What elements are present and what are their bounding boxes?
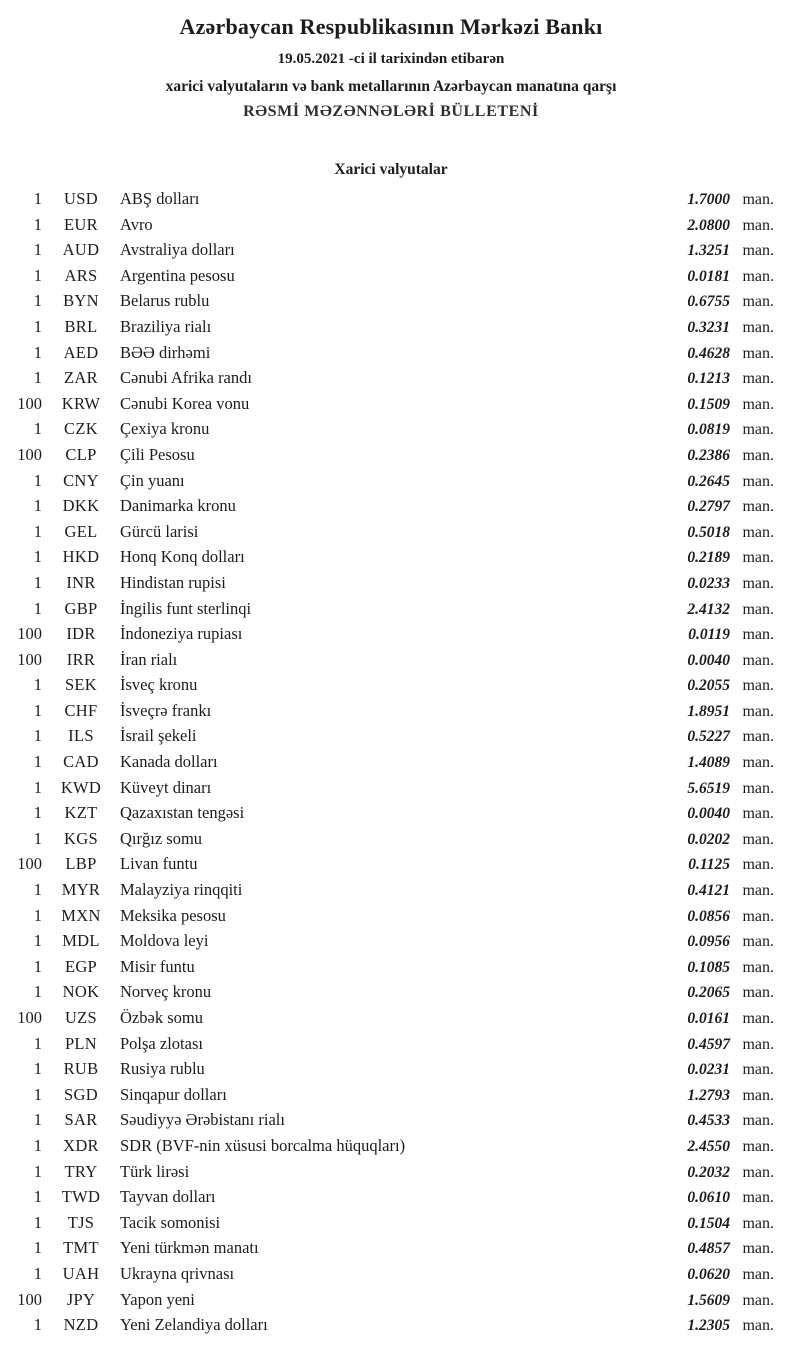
unit-label: man. <box>742 421 774 439</box>
quantity-cell: 100 <box>17 649 42 669</box>
unit-label: man. <box>742 574 774 592</box>
table-row <box>8 800 774 826</box>
table-row <box>8 1107 774 1133</box>
rate-value: 0.3231 <box>687 318 730 336</box>
table-row <box>8 1210 774 1236</box>
quantity-cell: 1 <box>33 1187 42 1207</box>
currency-code: RUB <box>63 1059 99 1079</box>
table-row <box>8 570 774 596</box>
currency-code: CLP <box>65 444 97 464</box>
currency-code: INR <box>66 572 96 592</box>
unit-label: man. <box>742 830 774 848</box>
rate-value: 1.8951 <box>687 702 730 720</box>
unit-label: man. <box>742 344 774 362</box>
table-row <box>8 1184 774 1210</box>
currency-name: İran rialı <box>120 649 178 669</box>
currency-name: İsveçrə frankı <box>120 700 212 720</box>
table-row <box>8 647 774 673</box>
quantity-cell: 1 <box>33 368 42 388</box>
currency-name: Yeni Zelandiya dolları <box>120 1315 268 1335</box>
table-row <box>8 903 774 929</box>
quantity-cell: 1 <box>33 291 42 311</box>
currency-name: SDR (BVF-nin xüsusi borcalma hüquqları) <box>120 1135 406 1155</box>
unit-label: man. <box>742 651 774 669</box>
currency-name: Özbək somu <box>120 1008 203 1027</box>
currency-code: AED <box>63 342 99 362</box>
currency-code: NZD <box>63 1315 99 1335</box>
rate-value: 0.4857 <box>687 1240 730 1258</box>
currency-code: NOK <box>62 982 100 1002</box>
table-row <box>8 621 774 647</box>
currency-name: Qırğız somu <box>120 828 203 848</box>
currency-name: Kanada dolları <box>120 752 218 772</box>
rate-value: 1.7000 <box>687 191 730 208</box>
rate-value: 0.0040 <box>687 651 730 669</box>
unit-label: man. <box>742 1112 774 1130</box>
unit-label: man. <box>742 702 774 720</box>
unit-label: man. <box>742 677 774 695</box>
unit-label: man. <box>742 1035 774 1053</box>
table-row <box>8 596 774 622</box>
currency-code: CHF <box>64 700 98 720</box>
unit-label: man. <box>742 1291 774 1309</box>
unit-label: man. <box>742 395 774 413</box>
rate-value: 0.0119 <box>688 626 730 644</box>
unit-label: man. <box>742 728 774 746</box>
currency-name: İndoneziya rupiası <box>120 624 243 644</box>
table-row <box>8 1312 774 1338</box>
unit-label: man. <box>742 370 774 388</box>
rate-value: 2.4550 <box>687 1137 730 1155</box>
rate-value: 0.0231 <box>687 1061 730 1079</box>
currency-code: SGD <box>64 1084 98 1104</box>
rate-value: 0.2645 <box>687 472 730 490</box>
currency-code: KGS <box>64 828 98 848</box>
table-row <box>8 954 774 980</box>
quantity-cell: 1 <box>33 675 42 695</box>
currency-code: ARS <box>64 265 98 285</box>
quantity-cell: 1 <box>33 1161 42 1181</box>
currency-name: Livan funtu <box>120 854 198 874</box>
unit-label: man. <box>742 242 774 260</box>
table-row <box>8 851 774 877</box>
unit-label: man. <box>742 523 774 541</box>
currency-code: MYR <box>61 880 101 900</box>
table-row <box>8 416 774 442</box>
unit-label: man. <box>742 907 774 925</box>
currency-code: TMT <box>63 1238 99 1258</box>
currency-code: AUD <box>62 240 100 260</box>
currency-code: SAR <box>64 1110 98 1130</box>
quantity-cell: 1 <box>33 572 42 592</box>
unit-label: man. <box>742 626 774 644</box>
currency-name: Yapon yeni <box>120 1289 195 1309</box>
quantity-cell: 1 <box>33 316 42 336</box>
rate-value: 0.5227 <box>687 728 730 746</box>
table-row <box>8 723 774 749</box>
rate-value: 2.4132 <box>687 600 730 618</box>
currency-code: IRR <box>66 649 96 669</box>
rate-value: 0.5018 <box>687 523 730 541</box>
table-row <box>8 1005 774 1031</box>
currency-code: HKD <box>62 547 100 567</box>
quantity-cell: 1 <box>33 880 42 900</box>
table-row <box>8 1235 774 1261</box>
quantity-cell: 1 <box>33 598 42 618</box>
effective-date-line: 19.05.2021 -ci il tarixindən etibarən <box>277 51 505 67</box>
unit-label: man. <box>742 958 774 976</box>
table-row <box>8 544 774 570</box>
currency-code: LBP <box>65 854 97 874</box>
unit-label: man. <box>742 1061 774 1079</box>
unit-label: man. <box>742 856 774 874</box>
quantity-cell: 1 <box>33 521 42 541</box>
rate-value: 1.5609 <box>687 1291 730 1309</box>
unit-label: man. <box>742 984 774 1002</box>
currency-code: KRW <box>61 393 101 413</box>
currency-name: BƏƏ dirhəmi <box>120 342 211 362</box>
table-row <box>8 698 774 724</box>
currency-name: Malayziya rinqqiti <box>120 880 243 900</box>
currency-code: KZT <box>64 803 98 823</box>
rate-value: 0.0856 <box>687 907 730 925</box>
rate-value: 0.1504 <box>687 1214 730 1232</box>
quantity-cell: 1 <box>33 956 42 976</box>
bulletin-title: RƏSMİ MƏZƏNNƏLƏRİ BÜLLETENİ <box>243 103 539 120</box>
currency-name: Misir funtu <box>120 956 195 976</box>
currency-name: Rusiya rublu <box>120 1059 205 1079</box>
table-row <box>8 365 774 391</box>
rate-value: 0.0040 <box>687 805 730 823</box>
currency-name: ABŞ dolları <box>120 189 200 208</box>
rate-value: 0.2797 <box>687 498 730 516</box>
quantity-cell: 100 <box>17 1289 42 1309</box>
currency-code: TJS <box>67 1212 95 1232</box>
quantity-cell: 1 <box>33 1263 42 1283</box>
table-row <box>8 826 774 852</box>
quantity-cell: 1 <box>33 752 42 772</box>
rate-value: 2.0800 <box>687 216 730 234</box>
currency-name: Gürcü larisi <box>120 521 199 541</box>
quantity-cell: 1 <box>33 1059 42 1079</box>
table-row <box>8 468 774 494</box>
unit-label: man. <box>742 1265 774 1283</box>
rate-value: 1.2305 <box>687 1317 730 1335</box>
quantity-cell: 1 <box>33 547 42 567</box>
quantity-cell: 1 <box>33 726 42 746</box>
table-row <box>8 672 774 698</box>
currency-name: Çili Pesosu <box>120 444 195 464</box>
quantity-cell: 100 <box>17 624 42 644</box>
unit-label: man. <box>742 1137 774 1155</box>
rate-value: 0.2032 <box>687 1163 730 1181</box>
quantity-cell: 1 <box>33 470 42 490</box>
quantity-cell: 100 <box>17 444 42 464</box>
currency-name: Çin yuanı <box>120 470 185 490</box>
unit-label: man. <box>742 216 774 234</box>
quantity-cell: 1 <box>33 419 42 439</box>
quantity-cell: 1 <box>33 1110 42 1130</box>
quantity-cell: 100 <box>17 393 42 413</box>
currency-code: CNY <box>63 470 99 490</box>
currency-code: CAD <box>63 752 99 772</box>
currency-code: ILS <box>68 726 94 746</box>
unit-label: man. <box>742 191 774 208</box>
currency-code: GEL <box>64 521 98 541</box>
currency-name: Cənubi Afrika randı <box>120 368 252 388</box>
currency-name: İngilis funt sterlinqi <box>120 598 252 618</box>
currency-code: XDR <box>63 1135 99 1155</box>
quantity-cell: 1 <box>33 265 42 285</box>
currency-name: Belarus rublu <box>120 291 210 311</box>
table-row <box>8 314 774 340</box>
currency-code: ZAR <box>64 368 98 388</box>
unit-label: man. <box>742 1214 774 1232</box>
rate-value: 0.0956 <box>687 933 730 951</box>
table-row <box>8 212 774 238</box>
table-row <box>8 1056 774 1082</box>
currency-name: Tacik somonisi <box>120 1212 221 1232</box>
table-row <box>8 1031 774 1057</box>
currency-name: Braziliya rialı <box>120 316 212 336</box>
currency-name: Küveyt dinarı <box>120 777 212 797</box>
quantity-cell: 1 <box>33 214 42 234</box>
rate-value: 0.0181 <box>687 267 730 285</box>
unit-label: man. <box>742 549 774 567</box>
rate-value: 0.1509 <box>687 395 730 413</box>
rate-value: 0.6755 <box>687 293 730 311</box>
table-row <box>8 288 774 314</box>
rate-value: 0.4628 <box>687 344 730 362</box>
table-row <box>8 1261 774 1287</box>
currency-name: Cənubi Korea vonu <box>120 393 250 413</box>
table-row <box>8 749 774 775</box>
currency-code: TRY <box>64 1161 98 1181</box>
rate-value: 0.4533 <box>687 1112 730 1130</box>
currency-code: EGP <box>64 956 98 976</box>
currency-name: Avro <box>120 214 153 234</box>
unit-label: man. <box>742 933 774 951</box>
rate-value: 1.2793 <box>687 1086 730 1104</box>
currency-code: PLN <box>64 1033 98 1053</box>
unit-label: man. <box>742 805 774 823</box>
currency-code: UZS <box>64 1008 98 1027</box>
currency-code: USD <box>64 189 98 208</box>
section-heading: Xarici valyutalar <box>334 161 448 178</box>
quantity-cell: 1 <box>33 700 42 720</box>
quantity-cell: 1 <box>33 1315 42 1335</box>
quantity-cell: 1 <box>33 189 42 208</box>
currency-name: İsrail şekeli <box>120 726 197 746</box>
currency-code: KWD <box>60 777 102 797</box>
rate-value: 0.0819 <box>687 421 730 439</box>
unit-label: man. <box>742 1010 774 1027</box>
currency-name: Danimarka kronu <box>120 496 236 516</box>
unit-label: man. <box>742 1086 774 1104</box>
bank-title: Azərbaycan Respublikasının Mərkəzi Bankı <box>179 14 603 39</box>
rate-value: 0.0233 <box>687 574 730 592</box>
currency-code: JPY <box>66 1289 96 1309</box>
unit-label: man. <box>742 1163 774 1181</box>
quantity-cell: 100 <box>17 854 42 874</box>
rate-value: 0.1213 <box>687 370 730 388</box>
rate-value: 0.2065 <box>687 984 730 1002</box>
rate-value: 0.0161 <box>687 1010 730 1027</box>
rate-value: 0.4597 <box>687 1035 730 1053</box>
unit-label: man. <box>742 318 774 336</box>
currency-name: Moldova leyi <box>120 931 209 951</box>
table-row <box>8 493 774 519</box>
table-row <box>8 442 774 468</box>
table-row <box>8 519 774 545</box>
unit-label: man. <box>742 293 774 311</box>
currency-code: CZK <box>64 419 98 439</box>
quantity-cell: 1 <box>33 342 42 362</box>
unit-label: man. <box>742 472 774 490</box>
quantity-cell: 1 <box>33 905 42 925</box>
currency-name: Yeni türkmən manatı <box>120 1238 259 1258</box>
currency-code: BRL <box>64 316 98 336</box>
currency-name: Honq Konq dolları <box>120 547 245 567</box>
currency-code: MDL <box>62 931 100 951</box>
table-row <box>8 1287 774 1313</box>
currency-code: EUR <box>64 214 98 234</box>
rate-value: 0.1085 <box>687 958 730 976</box>
table-row <box>8 928 774 954</box>
currency-name: İsveç kronu <box>120 675 198 695</box>
quantity-cell: 100 <box>17 1008 42 1027</box>
quantity-cell: 1 <box>33 1212 42 1232</box>
unit-label: man. <box>742 498 774 516</box>
rate-value: 1.3251 <box>687 242 730 260</box>
currency-name: Hindistan rupisi <box>120 572 226 592</box>
unit-label: man. <box>742 1189 774 1207</box>
unit-label: man. <box>742 779 774 797</box>
currency-code: BYN <box>63 291 99 311</box>
currency-name: Çexiya kronu <box>120 419 210 439</box>
quantity-cell: 1 <box>33 496 42 516</box>
unit-label: man. <box>742 267 774 285</box>
rate-value: 0.2386 <box>687 446 730 464</box>
currency-name: Argentina pesosu <box>120 265 235 285</box>
rate-value: 0.4121 <box>687 882 730 900</box>
quantity-cell: 1 <box>33 931 42 951</box>
rate-value: 0.2055 <box>687 677 730 695</box>
table-row <box>8 186 774 212</box>
rate-value: 1.4089 <box>687 754 730 772</box>
currency-name: Sinqapur dolları <box>120 1084 227 1104</box>
quantity-cell: 1 <box>33 1033 42 1053</box>
bulletin-header <box>8 14 774 121</box>
quantity-cell: 1 <box>33 777 42 797</box>
table-row <box>8 340 774 366</box>
currency-code: IDR <box>66 624 96 644</box>
rate-value: 0.0610 <box>687 1189 730 1207</box>
table-row <box>8 775 774 801</box>
table-row <box>8 237 774 263</box>
currency-code: TWD <box>61 1187 101 1207</box>
table-row <box>8 391 774 417</box>
currency-name: Norveç kronu <box>120 982 212 1002</box>
quantity-cell: 1 <box>33 828 42 848</box>
currency-name: Avstraliya dolları <box>120 240 235 260</box>
table-row <box>8 263 774 289</box>
table-row <box>8 1159 774 1185</box>
unit-label: man. <box>742 446 774 464</box>
subtitle-line: xarici valyutaların və bank metallarının Azərbaycan manatına qarşı <box>165 78 617 95</box>
currency-name: Türk lirəsi <box>120 1161 190 1181</box>
unit-label: man. <box>742 600 774 618</box>
rate-value: 5.6519 <box>687 779 730 797</box>
quantity-cell: 1 <box>33 1135 42 1155</box>
unit-label: man. <box>742 1317 774 1335</box>
table-row <box>8 1133 774 1159</box>
rate-value: 0.0620 <box>687 1265 730 1283</box>
unit-label: man. <box>742 882 774 900</box>
currency-name: Meksika pesosu <box>120 905 226 925</box>
quantity-cell: 1 <box>33 982 42 1002</box>
table-row <box>8 1082 774 1108</box>
currency-code: DKK <box>62 496 100 516</box>
table-row <box>8 979 774 1005</box>
rate-value: 0.1125 <box>688 856 730 874</box>
rates-table <box>8 186 774 1338</box>
currency-code: SEK <box>64 675 98 695</box>
quantity-cell: 1 <box>33 1238 42 1258</box>
currency-name: Qazaxıstan tengəsi <box>120 803 245 823</box>
quantity-cell: 1 <box>33 803 42 823</box>
unit-label: man. <box>742 754 774 772</box>
unit-label: man. <box>742 1240 774 1258</box>
currency-code: UAH <box>62 1263 100 1283</box>
currency-code: MXN <box>61 905 101 925</box>
currency-code: GBP <box>64 598 98 618</box>
quantity-cell: 1 <box>33 240 42 260</box>
rate-value: 0.0202 <box>687 830 730 848</box>
currency-name: Polşa zlotası <box>120 1033 203 1053</box>
currency-name: Tayvan dolları <box>120 1187 216 1207</box>
rate-value: 0.2189 <box>687 549 730 567</box>
table-row <box>8 877 774 903</box>
currency-name: Ukrayna qrivnası <box>120 1263 235 1283</box>
currency-name: Səudiyyə Ərəbistanı rialı <box>120 1110 285 1130</box>
quantity-cell: 1 <box>33 1084 42 1104</box>
